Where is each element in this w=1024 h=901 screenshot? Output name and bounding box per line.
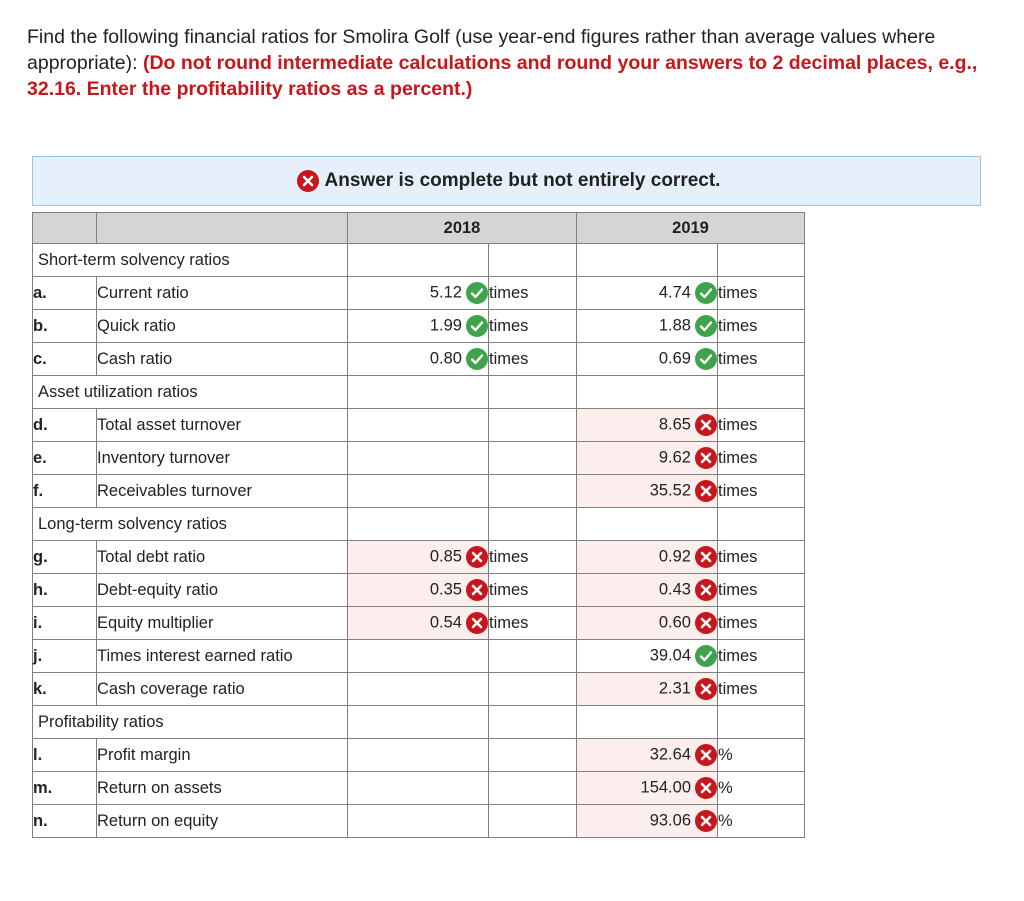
section-row-short-term <box>33 244 805 277</box>
x-circle-icon <box>695 546 717 568</box>
section-row-asset-util <box>33 376 805 409</box>
row-label: Return on assets <box>97 772 348 805</box>
x-circle-icon <box>695 414 717 436</box>
check-circle-icon <box>466 315 488 337</box>
x-circle-icon <box>695 480 717 502</box>
unit-2019[interactable]: times <box>718 640 805 673</box>
value-2019-cell[interactable] <box>577 805 718 838</box>
table-row-m <box>33 772 805 805</box>
section-row-long-term <box>33 508 805 541</box>
value-2019-cell[interactable] <box>577 442 718 475</box>
value-2019-cell[interactable] <box>577 541 718 574</box>
unit-2018-empty <box>489 475 577 508</box>
row-label: Equity multiplier <box>97 607 348 640</box>
instructions <box>27 24 987 102</box>
x-circle-icon <box>695 447 717 469</box>
table-row-j <box>33 640 805 673</box>
section-blank <box>718 508 805 541</box>
value-2019[interactable]: 93.06 <box>649 811 691 830</box>
unit-2019[interactable]: times <box>718 310 805 343</box>
unit-2018[interactable]: times <box>489 541 577 574</box>
header-blank-label <box>97 213 348 244</box>
table-row-h <box>33 574 805 607</box>
unit-2019[interactable]: times <box>718 409 805 442</box>
unit-2019[interactable]: times <box>718 673 805 706</box>
table-row-n <box>33 805 805 838</box>
unit-2019[interactable]: times <box>718 541 805 574</box>
value-2019[interactable]: 2.31 <box>658 679 691 698</box>
section-blank <box>577 376 718 409</box>
header-blank-letter <box>33 213 97 244</box>
row-label: Total debt ratio <box>97 541 348 574</box>
unit-2019[interactable]: times <box>718 574 805 607</box>
value-2019-cell[interactable] <box>577 310 718 343</box>
unit-2018[interactable]: times <box>489 277 577 310</box>
value-2019[interactable]: 9.62 <box>658 448 691 467</box>
unit-2018[interactable]: times <box>489 574 577 607</box>
x-circle-icon <box>695 579 717 601</box>
x-circle-icon <box>695 810 717 832</box>
value-2019[interactable]: 154.00 <box>640 778 691 797</box>
value-2018[interactable]: 0.85 <box>429 547 462 566</box>
value-2019[interactable]: 39.04 <box>649 646 691 665</box>
header-2018: 2018 <box>348 213 577 244</box>
row-label: Cash coverage ratio <box>97 673 348 706</box>
table-row-l <box>33 739 805 772</box>
value-2018[interactable]: 0.54 <box>429 613 462 632</box>
x-circle-icon <box>466 612 488 634</box>
table-row-k <box>33 673 805 706</box>
row-label: Cash ratio <box>97 343 348 376</box>
value-2018-empty <box>348 772 489 805</box>
x-circle-icon <box>695 744 717 766</box>
section-blank <box>348 508 489 541</box>
section-blank <box>718 244 805 277</box>
value-2018-cell[interactable] <box>348 541 489 574</box>
unit-2018-empty <box>489 640 577 673</box>
x-circle-icon <box>466 546 488 568</box>
value-2019-cell[interactable] <box>577 343 718 376</box>
value-2018-empty <box>348 805 489 838</box>
unit-2018-empty <box>489 739 577 772</box>
table-row-b <box>33 310 805 343</box>
section-label: Asset utilization ratios <box>33 376 348 409</box>
row-label: Total asset turnover <box>97 409 348 442</box>
row-label: Current ratio <box>97 277 348 310</box>
section-label: Profitability ratios <box>33 706 348 739</box>
check-circle-icon <box>695 645 717 667</box>
value-2018-cell[interactable] <box>348 607 489 640</box>
value-2019[interactable]: 8.65 <box>658 415 691 434</box>
unit-2018-empty <box>489 442 577 475</box>
unit-2018[interactable]: times <box>489 310 577 343</box>
unit-2018-empty <box>489 805 577 838</box>
section-label: Long-term solvency ratios <box>33 508 348 541</box>
value-2018[interactable]: 5.12 <box>429 283 462 302</box>
value-2018-cell[interactable] <box>348 277 489 310</box>
unit-2018-empty <box>489 772 577 805</box>
row-letter: f. <box>33 475 97 508</box>
table-row-f <box>33 475 805 508</box>
section-blank <box>489 244 577 277</box>
section-blank <box>718 376 805 409</box>
row-label: Profit margin <box>97 739 348 772</box>
table-row-i <box>33 607 805 640</box>
value-2019-cell[interactable] <box>577 475 718 508</box>
row-label: Inventory turnover <box>97 442 348 475</box>
value-2019-cell[interactable] <box>577 574 718 607</box>
row-letter: b. <box>33 310 97 343</box>
x-circle-icon <box>695 777 717 799</box>
row-letter: e. <box>33 442 97 475</box>
section-blank <box>489 376 577 409</box>
section-blank <box>489 508 577 541</box>
x-circle-icon <box>466 579 488 601</box>
value-2019-cell[interactable] <box>577 640 718 673</box>
section-blank <box>489 706 577 739</box>
value-2019-cell[interactable] <box>577 277 718 310</box>
row-label: Debt-equity ratio <box>97 574 348 607</box>
unit-2018[interactable]: times <box>489 607 577 640</box>
value-2019-cell[interactable] <box>577 739 718 772</box>
table-row-c <box>33 343 805 376</box>
section-blank <box>718 706 805 739</box>
table-row-d <box>33 409 805 442</box>
row-letter: c. <box>33 343 97 376</box>
instructions-text: Find the following financial ratios for Smolira Golf (use year-end figures rather than average values where appropriate): <box>27 26 936 74</box>
unit-2018-empty <box>489 409 577 442</box>
value-2019-cell[interactable] <box>577 607 718 640</box>
value-2018-empty <box>348 409 489 442</box>
value-2019-cell[interactable] <box>577 409 718 442</box>
result-banner <box>32 156 981 206</box>
unit-2019[interactable]: % <box>718 772 805 805</box>
unit-2018[interactable]: times <box>489 343 577 376</box>
table-row-a <box>33 277 805 310</box>
unit-2019[interactable]: times <box>718 442 805 475</box>
row-label: Return on equity <box>97 805 348 838</box>
table-row-e <box>33 442 805 475</box>
value-2019[interactable]: 1.88 <box>658 316 691 335</box>
value-2018-cell[interactable] <box>348 310 489 343</box>
value-2019[interactable]: 0.43 <box>658 580 691 599</box>
row-letter: d. <box>33 409 97 442</box>
section-blank <box>348 376 489 409</box>
unit-2019[interactable]: times <box>718 475 805 508</box>
section-blank <box>577 244 718 277</box>
instructions-emphasis: (Do not round intermediate calculations and round your answers to 2 decimal places, e.g., 32.16. Enter the profitability ratios as a percent.) <box>27 52 978 100</box>
section-label: Short-term solvency ratios <box>33 244 348 277</box>
value-2018[interactable]: 0.80 <box>429 349 462 368</box>
banner-text: Answer is complete but not entirely correct. <box>324 170 721 191</box>
header-row <box>33 213 805 244</box>
header-2019: 2019 <box>577 213 805 244</box>
row-letter: g. <box>33 541 97 574</box>
x-circle-icon <box>695 678 717 700</box>
check-circle-icon <box>695 282 717 304</box>
unit-2018-empty <box>489 673 577 706</box>
value-2019-cell[interactable] <box>577 673 718 706</box>
value-2018-empty <box>348 475 489 508</box>
section-blank <box>577 508 718 541</box>
check-circle-icon <box>695 315 717 337</box>
row-letter: m. <box>33 772 97 805</box>
value-2018-cell[interactable] <box>348 343 489 376</box>
value-2019[interactable]: 35.52 <box>649 481 691 500</box>
row-letter: k. <box>33 673 97 706</box>
unit-2019[interactable]: times <box>718 607 805 640</box>
value-2018-empty <box>348 640 489 673</box>
x-circle-icon <box>695 612 717 634</box>
row-letter: h. <box>33 574 97 607</box>
ratios-table <box>32 212 805 838</box>
row-letter: i. <box>33 607 97 640</box>
unit-2019[interactable]: times <box>718 277 805 310</box>
unit-2019[interactable]: times <box>718 343 805 376</box>
section-blank <box>348 706 489 739</box>
section-blank <box>348 244 489 277</box>
value-2019-cell[interactable] <box>577 772 718 805</box>
value-2019[interactable]: 4.74 <box>658 283 691 302</box>
value-2018-empty <box>348 442 489 475</box>
value-2019[interactable]: 0.60 <box>658 613 691 632</box>
check-circle-icon <box>466 282 488 304</box>
value-2019[interactable]: 32.64 <box>649 745 691 764</box>
value-2019[interactable]: 0.92 <box>658 547 691 566</box>
x-circle-icon <box>297 170 319 192</box>
row-label: Times interest earned ratio <box>97 640 348 673</box>
unit-2019[interactable]: % <box>718 805 805 838</box>
row-letter: a. <box>33 277 97 310</box>
section-blank <box>577 706 718 739</box>
row-label: Quick ratio <box>97 310 348 343</box>
table-row-g <box>33 541 805 574</box>
check-circle-icon <box>466 348 488 370</box>
unit-2019[interactable]: % <box>718 739 805 772</box>
section-row-profitability <box>33 706 805 739</box>
row-letter: j. <box>33 640 97 673</box>
row-letter: l. <box>33 739 97 772</box>
row-letter: n. <box>33 805 97 838</box>
row-label: Receivables turnover <box>97 475 348 508</box>
value-2018[interactable]: 1.99 <box>429 316 462 335</box>
value-2019[interactable]: 0.69 <box>658 349 691 368</box>
check-circle-icon <box>695 348 717 370</box>
value-2018-cell[interactable] <box>348 574 489 607</box>
value-2018[interactable]: 0.35 <box>429 580 462 599</box>
value-2018-empty <box>348 673 489 706</box>
value-2018-empty <box>348 739 489 772</box>
